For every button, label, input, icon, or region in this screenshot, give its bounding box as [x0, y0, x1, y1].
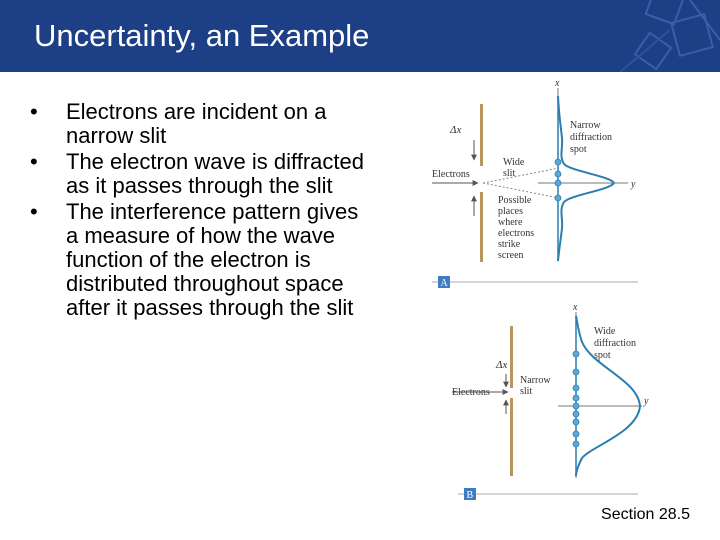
panel-a: [432, 78, 638, 289]
title-decoration: [580, 0, 720, 72]
x-axis-label: x: [573, 302, 578, 313]
panel-label: B: [466, 490, 474, 501]
bullet-text: Electrons are incident on a narrow slit: [66, 99, 327, 148]
spot-label: Wide: [594, 326, 616, 337]
panel-b: [452, 302, 649, 501]
slit-label: Wide: [503, 157, 525, 168]
strike-dot: [555, 171, 561, 177]
y-axis-label: y: [644, 396, 649, 407]
x-axis-label: x: [555, 78, 560, 89]
strike-dot: [573, 385, 579, 391]
slide-title: Uncertainty, an Example: [34, 18, 370, 53]
strike-dot: [573, 431, 579, 437]
strike-dot: [573, 395, 579, 401]
slit-wall: [480, 104, 483, 166]
strike-dot: [573, 411, 579, 417]
strike-dot: [573, 351, 579, 357]
bullet-item: [30, 150, 370, 198]
path-line: [483, 168, 559, 183]
slit-wall: [510, 398, 513, 476]
section-footer: Section 28.5: [601, 506, 690, 523]
electrons-label: Electrons: [432, 169, 470, 180]
bullet-text: The electron wave is diffracted as it passes through the slit: [66, 149, 364, 198]
delta-x-label: Δx: [450, 124, 462, 136]
y-axis-label: y: [631, 179, 636, 190]
spot-label: diffraction: [594, 338, 637, 349]
spot-label: diffraction: [570, 132, 613, 143]
bullet-list: [30, 100, 370, 322]
title-bar: [0, 0, 720, 72]
strike-dot: [573, 369, 579, 375]
panel-label: A: [440, 278, 448, 289]
slit-label: slit: [503, 168, 516, 179]
strike-dot: [555, 159, 561, 165]
strike-dot: [573, 441, 579, 447]
possible-label: strike: [498, 239, 521, 250]
possible-label: places: [498, 206, 523, 217]
possible-label: where: [498, 217, 523, 228]
strike-dot: [573, 403, 579, 409]
possible-label: screen: [498, 250, 524, 261]
slit-wall: [480, 192, 483, 262]
slit-label: Narrow: [520, 375, 551, 386]
slit-wall: [510, 326, 513, 388]
spot-label: spot: [570, 144, 587, 155]
spot-label: spot: [594, 350, 611, 361]
electrons-label: Electrons: [452, 387, 490, 398]
possible-label: electrons: [498, 228, 535, 239]
bullet-text: The interference pattern gives a measure of how the wave function of the electron is distributed throughout space after it passes through the slit: [66, 199, 359, 320]
slit-label: slit: [520, 386, 533, 397]
bullet-glyph: •: [30, 199, 38, 224]
strike-dot: [555, 180, 561, 186]
diffraction-figure: [428, 76, 650, 502]
strike-dot: [555, 195, 561, 201]
possible-label: Possible: [498, 195, 532, 206]
delta-x-label: Δx: [496, 359, 508, 371]
spot-label: Narrow: [570, 120, 601, 131]
bullet-item: [30, 200, 370, 320]
bullet-glyph: •: [30, 149, 38, 174]
strike-dot: [573, 419, 579, 425]
bullet-glyph: •: [30, 99, 38, 124]
bullet-item: [30, 100, 370, 148]
